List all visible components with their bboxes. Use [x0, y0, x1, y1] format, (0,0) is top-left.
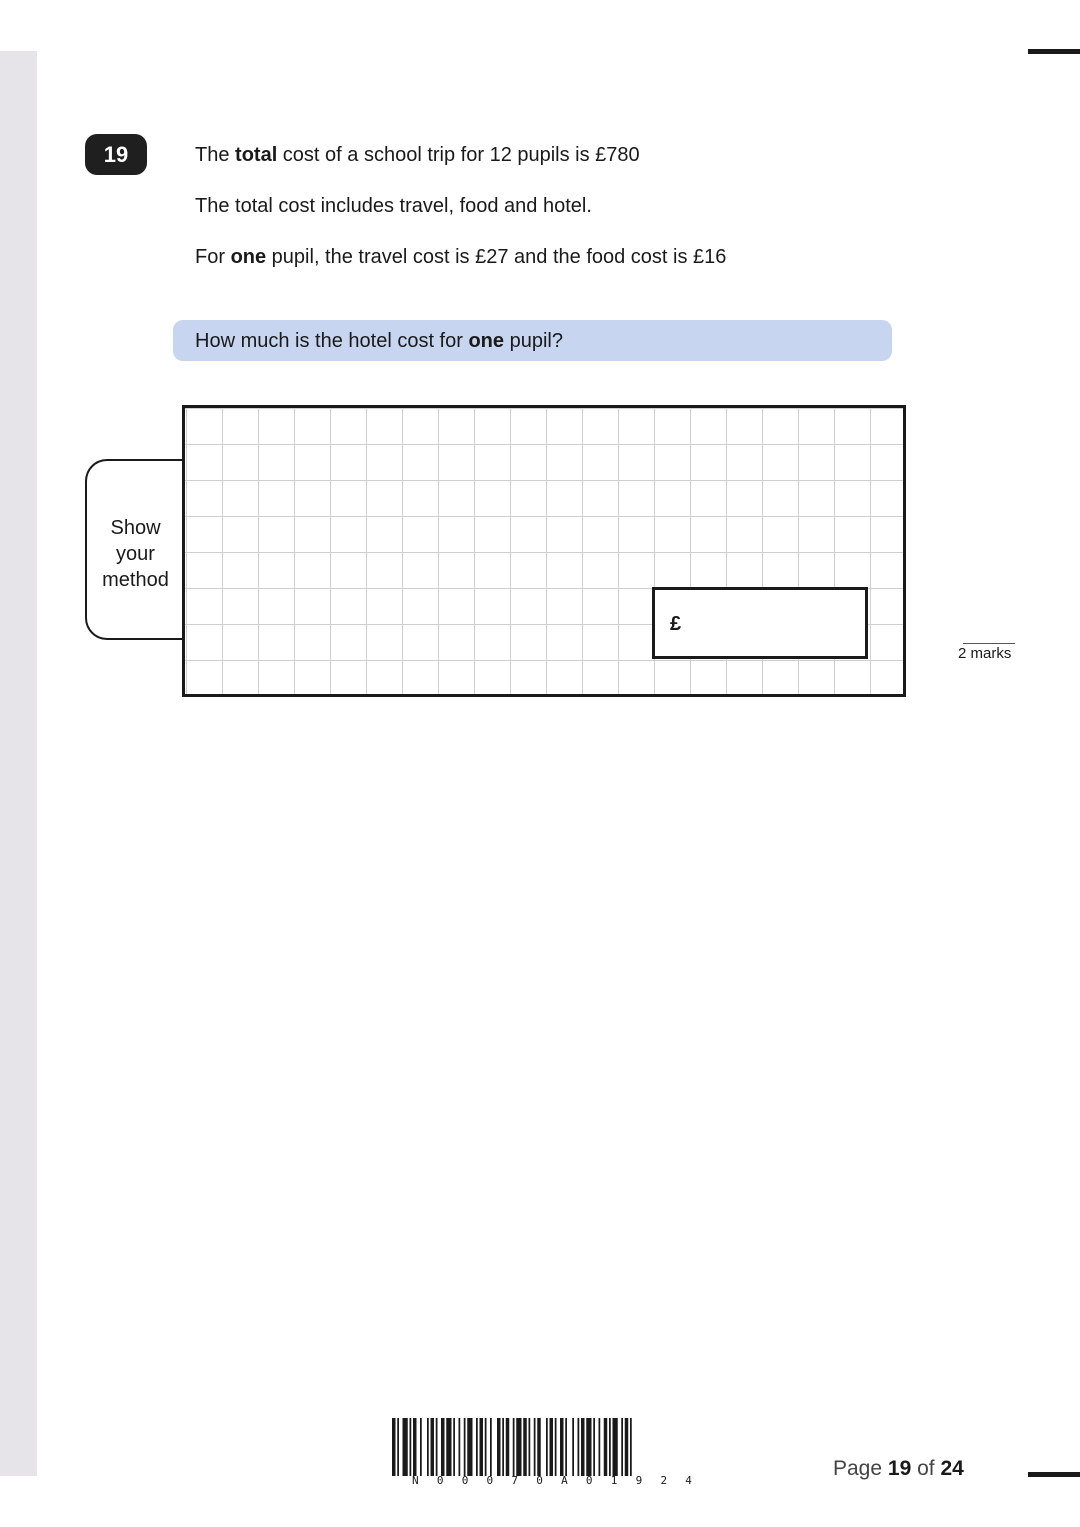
barcode-digit: 4 [685, 1474, 692, 1487]
line3-emphasis: one [230, 246, 267, 268]
barcode-digit: 0 [461, 1474, 469, 1487]
show-method-label: Show your method [102, 517, 169, 591]
barcode-digit: 2 [660, 1474, 668, 1487]
line1-emphasis: total [235, 144, 278, 166]
currency-symbol: £ [670, 613, 682, 635]
barcode-digit: 7 [511, 1474, 518, 1487]
barcode-digit: 1 [610, 1474, 618, 1487]
barcode [392, 1418, 712, 1476]
line1-start: The [195, 144, 236, 166]
line1-end: cost of a school trip for 12 pupils is £780 [277, 144, 640, 166]
margin-strip [0, 51, 37, 1476]
line3-start: For [195, 246, 231, 268]
barcode-digit: 0 [536, 1474, 543, 1487]
page-number [833, 1456, 964, 1482]
question-prompt-box [173, 320, 892, 361]
question-line-total-cost [195, 143, 640, 167]
question-line-one-pupil [195, 245, 726, 269]
prompt-start: How much is the hotel cost for [195, 330, 469, 352]
marks-label: 2 marks [958, 645, 1012, 662]
barcode-digit: A [561, 1474, 568, 1487]
answer-box[interactable] [652, 587, 868, 659]
page-total: 24 [940, 1457, 964, 1480]
prompt-emphasis: one [468, 330, 505, 352]
page-word: Page [833, 1457, 888, 1480]
show-method-tab [85, 459, 195, 640]
barcode-digit: 9 [635, 1474, 643, 1487]
marks-rule [963, 643, 1015, 644]
top-crop-mark [1028, 49, 1080, 54]
barcode-digits [412, 1474, 692, 1488]
bottom-crop-mark [1028, 1472, 1080, 1477]
line3-end: pupil, the travel cost is £27 and the food cost is £16 [266, 246, 727, 268]
question-line-includes: The total cost includes travel, food and hotel. [195, 195, 592, 217]
prompt-end: pupil? [504, 330, 563, 352]
of-word: of [911, 1457, 941, 1480]
page-current: 19 [887, 1457, 912, 1480]
barcode-digit: 0 [486, 1474, 494, 1487]
barcode-digit: N [412, 1474, 419, 1487]
barcode-digit: 0 [585, 1474, 593, 1487]
barcode-digit: 0 [436, 1474, 444, 1487]
question-number-badge: 19 [85, 134, 147, 175]
question-prompt [195, 329, 563, 353]
